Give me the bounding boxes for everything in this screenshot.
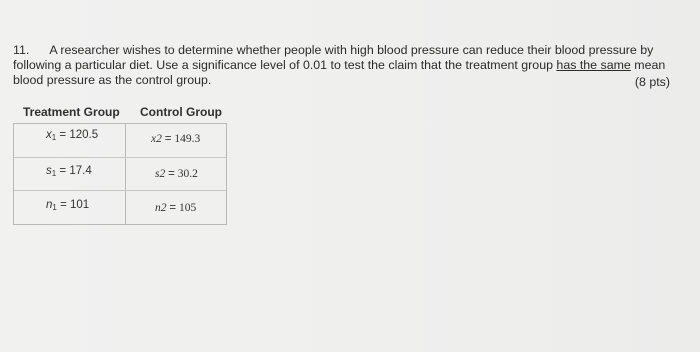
points-label: (8 pts)	[634, 75, 670, 89]
underlined-phrase: has the same	[556, 58, 631, 72]
question-line-3: blood pressure as the control group.	[13, 73, 212, 87]
header-control-group: Control Group	[140, 105, 222, 119]
question-number: 11.	[13, 43, 30, 57]
treatment-mean-cell: $x_1 = 120.5$	[46, 129, 99, 142]
control-n-cell: n2 = 105	[155, 202, 197, 214]
row-divider	[14, 157, 226, 158]
column-divider	[125, 124, 126, 224]
control-sd-cell: s2 = 30.2	[155, 168, 198, 180]
question-text	[13, 43, 673, 88]
treatment-sd-cell: $s_1 = 17.4$	[46, 165, 92, 178]
question-line-1: 11. A researcher wishes to determine whether people with high blood pressure can reduce their blood pressure by	[13, 43, 654, 57]
treatment-n-cell: $n_1 = 101$	[46, 199, 90, 212]
header-treatment-group: Treatment Group	[23, 105, 120, 119]
control-mean-cell: x2 = 149.3	[151, 133, 201, 145]
question-line-2: following a particular diet. Use a significance level of 0.01 to test the claim that the treatment group has the same mean	[13, 58, 666, 72]
row-divider	[14, 190, 226, 191]
table-grid	[13, 123, 227, 225]
